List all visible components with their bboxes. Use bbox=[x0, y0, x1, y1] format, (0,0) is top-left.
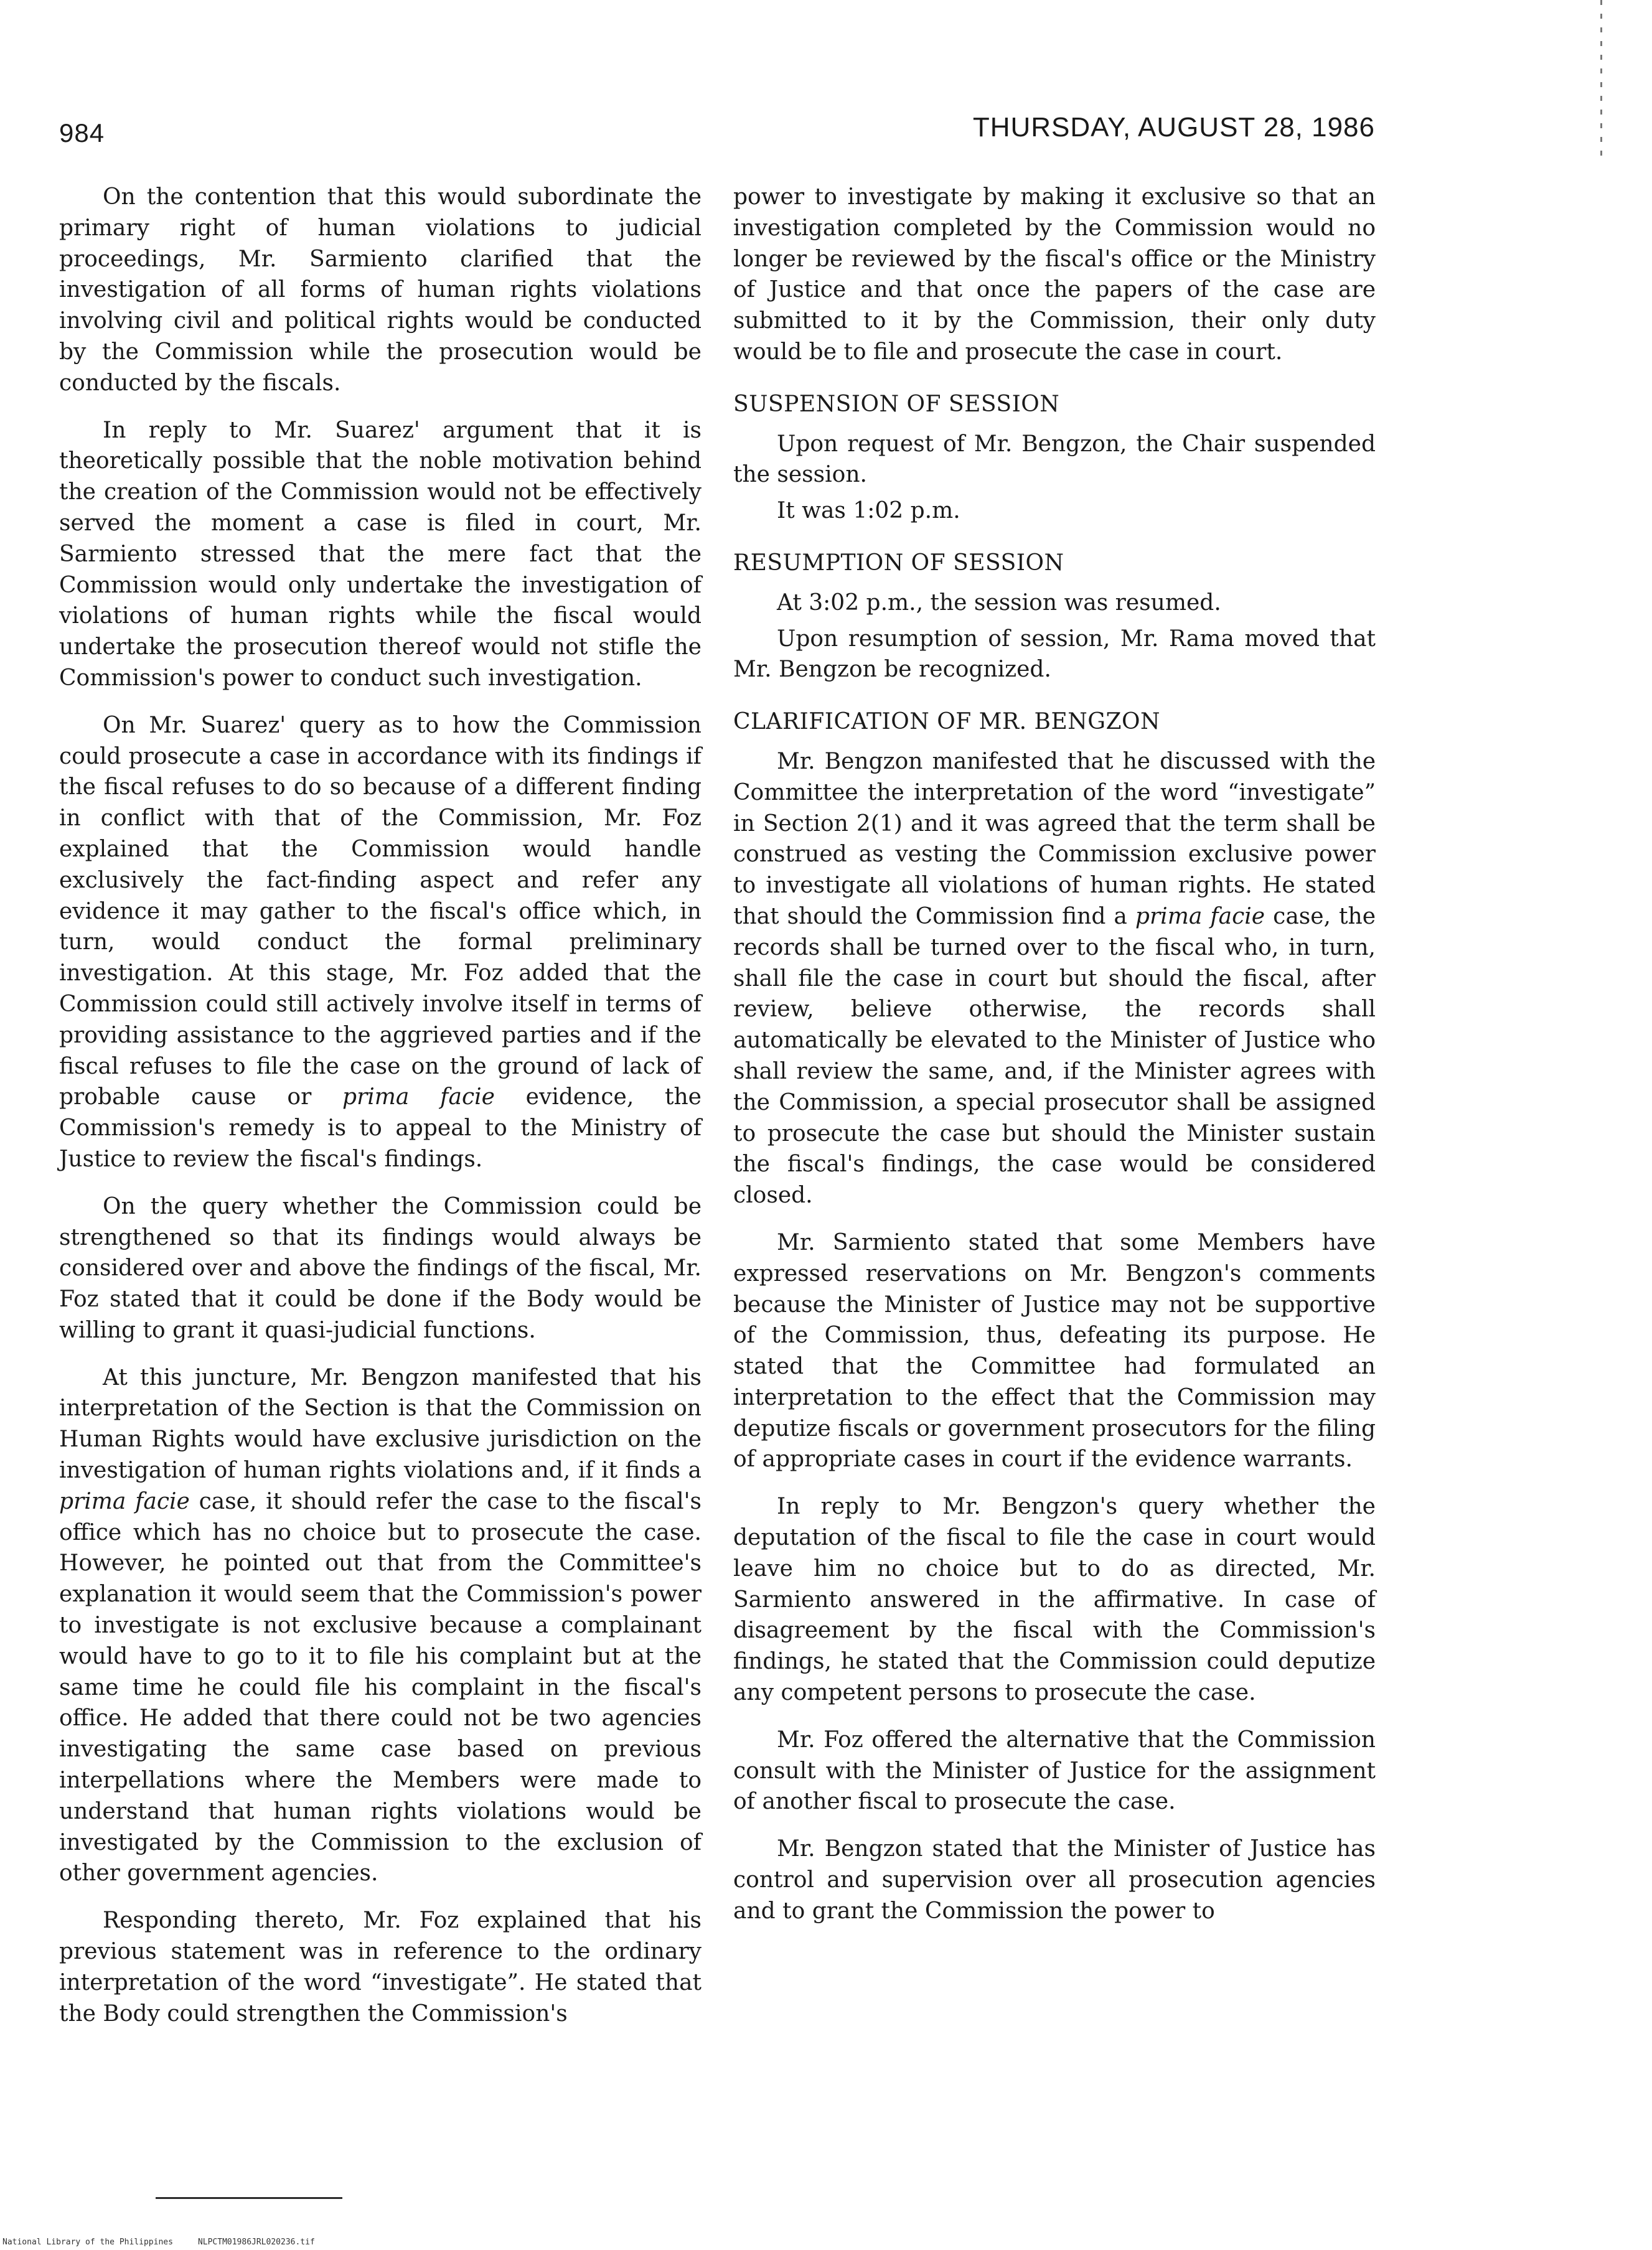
text-run: case, the records shall be turned over to the fiscal who, in turn, shall file the case in court but should the fiscal, after review, believe otherwise, the records shall automatically be elevated to the Minister of Justice who shall review the same, and, if the Minister agrees with the Commission, a special prosecutor shall be assigned to prosecute the case but should the Minister sustain the fiscal's findings, the case would be considered closed. bbox=[733, 903, 1376, 1209]
section-heading-resumption: RESUMPTION OF SESSION bbox=[733, 550, 1064, 576]
paragraph: Mr. Bengzon stated that the Minister of Justice has control and supervision over all prosecution agencies and to grant the Commission the power to bbox=[733, 1836, 1376, 1924]
library-credit: National Library of the Philippines bbox=[2, 2238, 173, 2247]
text-run: Mr. Bengzon manifested that he discussed with the Committee the interpretation of the word “investigate” in Section 2(1) and it was agreed that the term shall be construed as vesting the Commission exclusive power to investigate all violations of human rights. He stated that should the Commission find a bbox=[733, 748, 1376, 929]
paragraph bbox=[59, 710, 702, 1175]
paragraph: Upon resumption of session, Mr. Rama moved that Mr. Bengzon be recognized. bbox=[733, 626, 1376, 683]
paragraph bbox=[733, 746, 1376, 1211]
scan-edge-mark bbox=[1600, 0, 1602, 162]
paragraph: On the query whether the Commission could be strengthened so that its findings would always be considered over and above the findings of the fiscal, Mr. Foz stated that it could be done if the Body would be willing to grant it quasi-judicial functions. bbox=[59, 1193, 702, 1343]
running-head-date: THURSDAY, AUGUST 28, 1986 bbox=[972, 112, 1375, 143]
italic-term: prima facie bbox=[59, 1488, 190, 1514]
right-column bbox=[733, 182, 1376, 1943]
paragraph: Responding thereto, Mr. Foz explained that his previous statement was in reference to the ordinary interpretation of the word “investigate”. He stated that the Body could strengthen the Commission's bbox=[59, 1908, 702, 2027]
page-number: 984 bbox=[59, 118, 105, 148]
section-heading-clarification: CLARIFICATION OF MR. BENGZON bbox=[733, 709, 1161, 735]
paragraph bbox=[59, 1362, 702, 1890]
italic-term: prima facie bbox=[1135, 903, 1265, 929]
paragraph: Mr. Foz offered the alternative that the Commission consult with the Minister of Justice for the assignment of another fiscal to prosecute the case. bbox=[733, 1727, 1376, 1815]
scan-credit bbox=[2, 2238, 315, 2247]
section-heading-suspension: SUSPENSION OF SESSION bbox=[733, 391, 1060, 417]
paragraph: power to investigate by making it exclusive so that an investigation completed by the Commission would no longer be reviewed by the fiscal's office or the Ministry of Justice and that once the papers of the case are submitted to it by the Commission, their only duty would be to file and prosecute the case in court. bbox=[733, 184, 1376, 365]
text-run: At this juncture, Mr. Bengzon manifested that his interpretation of the Section is that the Commission on Human Rights would have exclusive jurisdiction on the investigation of human rights violations and, if it finds a bbox=[59, 1364, 702, 1484]
file-id: NLPCTM01986JRL020236.tif bbox=[197, 2238, 315, 2247]
italic-term: prima facie bbox=[342, 1084, 495, 1110]
text-run: On Mr. Suarez' query as to how the Commission could prosecute a case in accordance with its findings if the fiscal refuses to do so because of a different finding in conflict with that of the Commission, Mr. Foz explained that the Commission would handle exclusively the fact-finding aspect and refer any evidence it may gather to the fiscal's office which, in turn, would conduct the formal preliminary investigation. At this stage, Mr. Foz added that the Commission could still actively involve itself in terms of providing assistance to the aggrieved parties and if the fiscal refuses to file the case on the ground of lack of probable cause or bbox=[59, 712, 702, 1110]
paragraph: It was 1:02 p.m. bbox=[777, 498, 960, 524]
text-run: evidence, the Commission's remedy is to appeal to the Ministry of Justice to review the fiscal's findings. bbox=[59, 1084, 702, 1172]
left-column bbox=[59, 182, 702, 2045]
paragraph: In reply to Mr. Suarez' argument that it is theoretically possible that the noble motivation behind the creation of the Commission would not be effectively served the moment a case is filed in court, Mr. Sarmiento stressed that the mere fact that the Commission would only undertake the investigation of violations of human rights while the fiscal would undertake the prosecution thereof would not stifle the Commission's power to conduct such investigation. bbox=[59, 417, 702, 691]
paragraph: On the contention that this would subordinate the primary right of human violations to judicial proceedings, Mr. Sarmiento clarified that the investigation of all forms of human rights violations involving civil and political rights would be conducted by the Commission while the prosecution would be conducted by the fiscals. bbox=[59, 184, 702, 396]
paragraph: Upon request of Mr. Bengzon, the Chair suspended the session. bbox=[733, 431, 1376, 488]
footer-rule bbox=[156, 2197, 342, 2199]
text-run: case, it should refer the case to the fiscal's office which has no choice but to prosecute the case. However, he pointed out that from the Committee's explanation it would seem that the Commission's power to investigate is not exclusive because a complainant would have to go to it to file his complaint but at the same time he could file his complaint in the fiscal's office. He added that there could not be two agencies investigating the same case based on previous interpellations where the Members were made to understand that human rights violations would be investigated by the Commission to the exclusion of other government agencies. bbox=[59, 1488, 702, 1887]
paragraph: At 3:02 p.m., the session was resumed. bbox=[777, 589, 1221, 616]
paragraph: In reply to Mr. Bengzon's query whether the deputation of the fiscal to file the case in court would leave him no choice but to do as directed, Mr. Sarmiento answered in the affirmative. In case of disagreement by the fiscal with the Commission's findings, he stated that the Commission could deputize any competent persons to prosecute the case. bbox=[733, 1494, 1376, 1706]
paragraph: Mr. Sarmiento stated that some Members have expressed reservations on Mr. Bengzon's comments because the Minister of Justice may not be supportive of the Commission, thus, defeating its purpose. He stated that the Committee had formulated an interpretation to the effect that the Commission may deputize fiscals or government prosecutors for the filing of appropriate cases in court if the evidence warrants. bbox=[733, 1229, 1376, 1473]
